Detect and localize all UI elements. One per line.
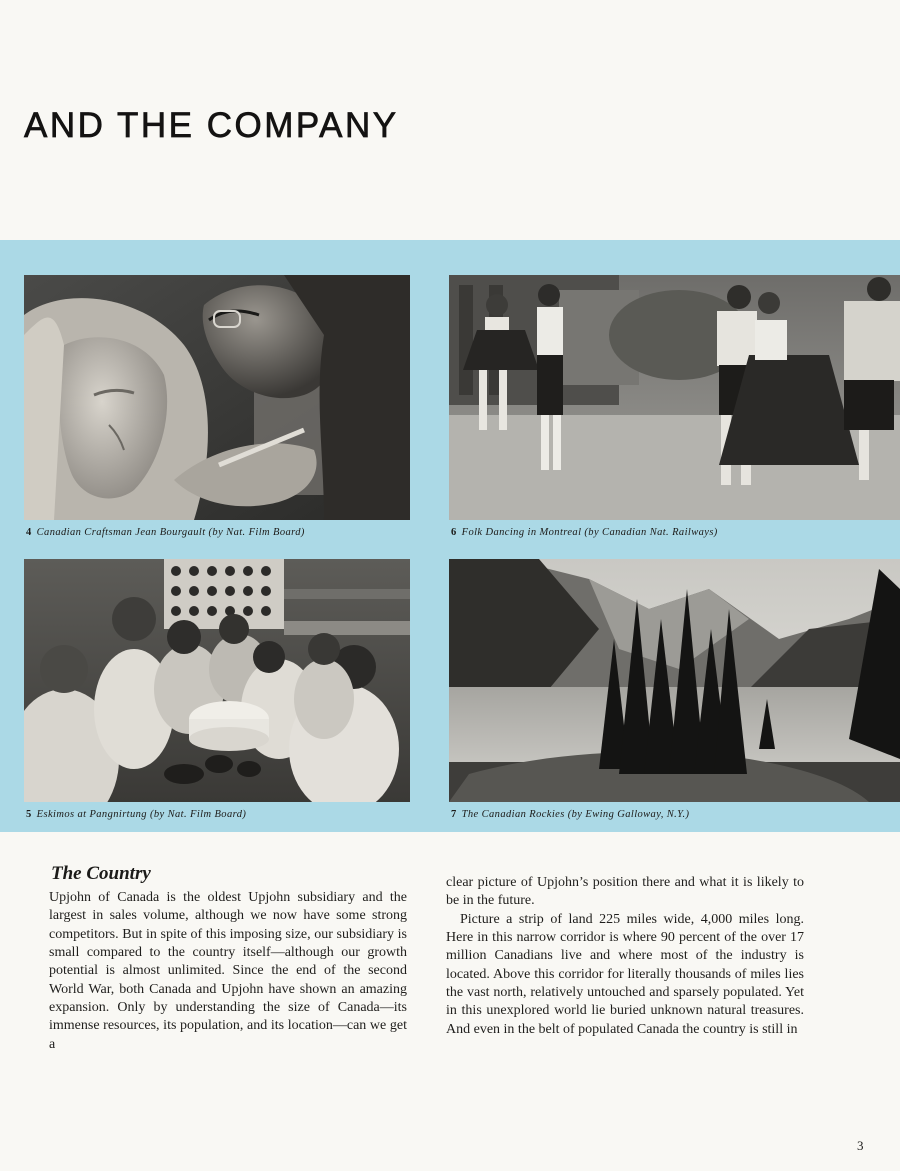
eskimo-children-photo — [24, 559, 410, 802]
caption-text: Canadian Craftsman Jean Bourgault (by Nat. Film Board) — [36, 527, 305, 538]
caption-text: The Canadian Rockies (by Ewing Galloway, N.Y.) — [461, 809, 690, 820]
article-column-right — [446, 874, 804, 1039]
article-paragraph: Upjohn of Canada is the oldest Upjohn subsidiary and the largest in sales volume, although we now have some strong competitors. But in spite of this imposing size, our subsidiary is small compared to the country itself—although our growth potential is almost unlimited. Since the end of the second World War, both Canada and Upjohn have shown an amazing expansion. Only by understanding the size of Canada—its immense resources, its population, and its location—can we get a — [49, 890, 407, 1052]
photo-caption — [26, 526, 305, 540]
caption-number: 6 — [451, 527, 457, 538]
caption-number: 5 — [26, 809, 32, 820]
photo-caption — [451, 808, 689, 822]
article-paragraph: Picture a strip of land 225 miles wide, 4,000 miles long. Here in this narrow corridor is where 90 percent of the over 17 million Canadians live and where most of the industry is located. Above this corridor for literally thousands of miles lies the vast north, relatively untouched and sparsely populated. Yet in this unexplored world lie buried unknown natural treasures. And even in the belt of populated Canada the country is still in — [446, 911, 804, 1037]
caption-text: Folk Dancing in Montreal (by Canadian Nat. Railways) — [461, 527, 718, 538]
page-number: 3 — [857, 1138, 864, 1153]
article-column-left — [49, 889, 407, 1054]
article-paragraph: clear picture of Upjohn’s position there and what it is likely to be in the future. — [446, 875, 804, 909]
caption-text: Eskimos at Pangnirtung (by Nat. Film Board) — [36, 809, 247, 820]
photo-caption — [451, 526, 718, 540]
section-title: The Country — [51, 863, 151, 884]
caption-number: 7 — [451, 809, 457, 820]
page-heading: AND THE COMPANY — [24, 106, 399, 145]
photo-caption — [26, 808, 246, 822]
caption-number: 4 — [26, 527, 32, 538]
folk-dancers-photo — [449, 275, 900, 520]
mountain-lake-photo — [449, 559, 900, 802]
woodcarver-photo — [24, 275, 410, 520]
